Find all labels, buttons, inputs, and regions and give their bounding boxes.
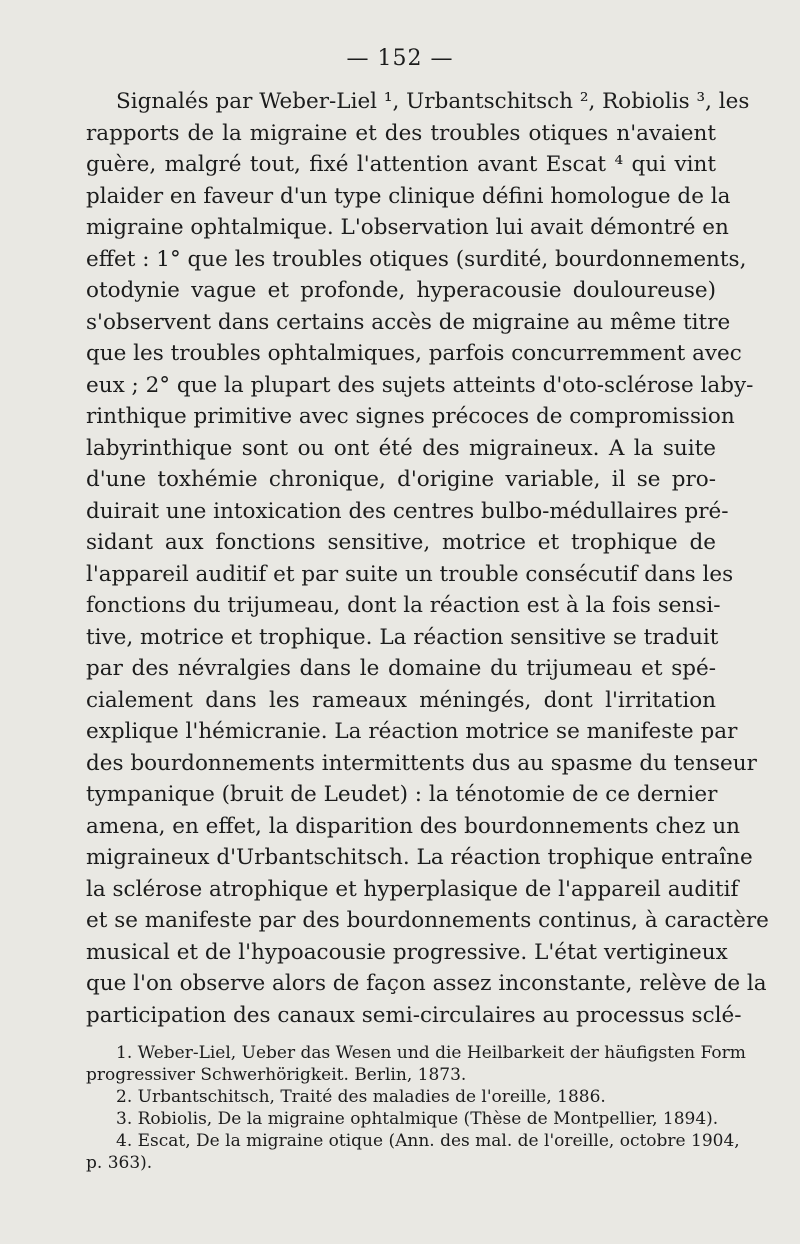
footnote-4: 4. Escat, De la migraine otique (Ann. des mal. de l'oreille, octobre 1904, xyxy=(116,1131,740,1151)
body-line: musical et de l'hypoacousie progressive. L'état vertigineux xyxy=(86,939,728,965)
footnote-1: 1. Weber-Liel, Ueber das Wesen und die Heilbarkeit der häufigsten Form xyxy=(116,1043,746,1063)
body-line: s'observent dans certains accès de migraine au même titre xyxy=(86,309,731,335)
body-line: d'une toxhémie chronique, d'origine variable, il se pro- xyxy=(86,467,716,492)
body-line: effet : 1° que les troubles otiques (surdité, bourdonnements, xyxy=(86,246,747,272)
body-line: et se manifeste par des bourdonnements continus, à caractère xyxy=(86,908,769,933)
body-line: que l'on observe alors de façon assez inconstante, relève de la xyxy=(86,971,767,996)
body-line: cialement dans les rameaux méningés, dont l'irritation xyxy=(86,687,716,713)
body-line: participation des canaux semi-circulaires au processus sclé- xyxy=(86,1002,742,1028)
footnote-1-continuation: progressiver Schwerhörigkeit. Berlin, 1873. xyxy=(86,1065,467,1085)
body-line: sidant aux fonctions sensitive, motrice et trophique de xyxy=(86,530,716,555)
body-line: Signalés par Weber-Liel ¹, Urbantschitsch ², Robiolis ³, les xyxy=(116,89,750,114)
body-line: la sclérose atrophique et hyperplasique de l'appareil auditif xyxy=(86,876,739,902)
footnote-3: 3. Robiolis, De la migraine ophtalmique (Thèse de Montpellier, 1894). xyxy=(116,1109,719,1129)
body-line: plaider en faveur d'un type clinique défini homologue de la xyxy=(86,183,731,209)
body-line: tympanique (bruit de Leudet) : la ténotomie de ce dernier xyxy=(86,782,718,807)
body-line: eux ; 2° que la plupart des sujets atteints d'oto-sclérose laby- xyxy=(86,372,754,398)
body-line: duirait une intoxication des centres bulbo-médullaires pré- xyxy=(86,498,729,524)
footnotes xyxy=(86,1042,746,1174)
body-line: fonctions du trijumeau, dont la réaction est à la fois sensi- xyxy=(86,593,721,618)
footnote-2: 2. Urbantschitsch, Traité des maladies de l'oreille, 1886. xyxy=(116,1087,606,1107)
body-line: l'appareil auditif et par suite un trouble consécutif dans les xyxy=(86,561,734,587)
body-line: amena, en effet, la disparition des bourdonnements chez un xyxy=(86,813,741,839)
body-line: migraineux d'Urbantschitsch. La réaction trophique entraîne xyxy=(86,845,753,870)
footnote-4-continuation: p. 363). xyxy=(86,1153,153,1173)
body-line: que les troubles ophtalmiques, parfois concurremment avec xyxy=(86,341,742,366)
body-text xyxy=(86,86,769,1031)
body-line: explique l'hémicranie. La réaction motrice se manifeste par xyxy=(86,719,738,744)
body-line: guère, malgré tout, fixé l'attention avant Escat ⁴ qui vint xyxy=(86,152,716,177)
page-number: — 152 — xyxy=(346,46,454,71)
body-line: tive, motrice et trophique. La réaction sensitive se traduit xyxy=(86,624,719,650)
body-line: rinthique primitive avec signes précoces de compromission xyxy=(86,404,735,429)
body-line: des bourdonnements intermittents dus au spasme du tenseur xyxy=(86,750,757,776)
body-line: labyrinthique sont ou ont été des migraineux. A la suite xyxy=(86,435,716,461)
body-line: otodynie vague et profonde, hyperacousie douloureuse) xyxy=(86,278,716,303)
body-line: par des névralgies dans le domaine du trijumeau et spé- xyxy=(86,656,716,681)
body-line: rapports de la migraine et des troubles otiques n'avaient xyxy=(86,120,716,146)
body-line: migraine ophtalmique. L'observation lui avait démontré en xyxy=(86,215,729,240)
